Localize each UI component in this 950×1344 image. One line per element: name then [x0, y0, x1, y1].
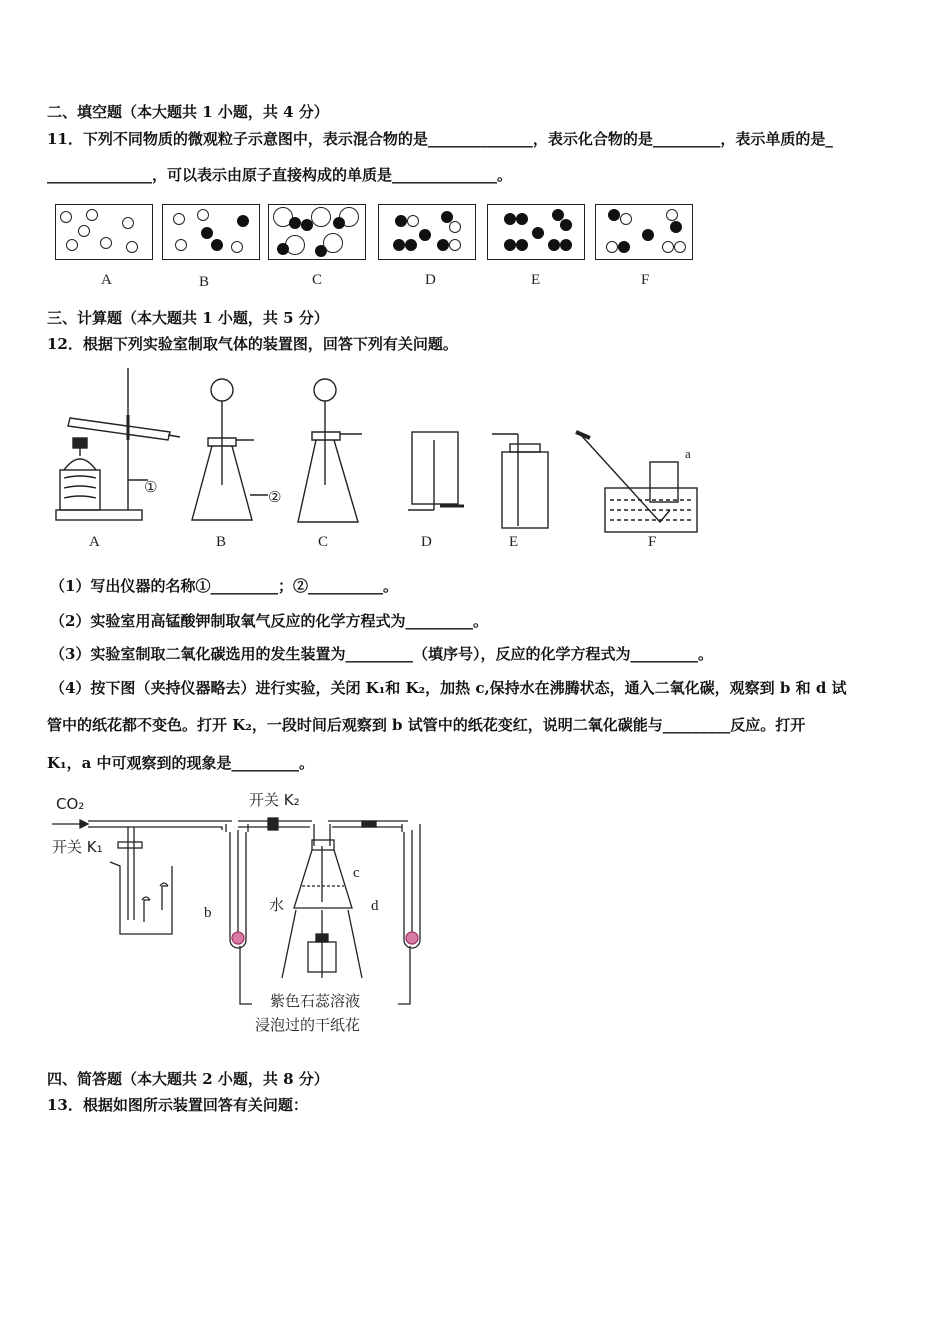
- particle-label-f: F: [641, 272, 650, 288]
- section2-heading: 二、填空题（本大题共 1 小题，共 4 分）: [47, 103, 329, 121]
- tube-d-label: d: [371, 898, 379, 914]
- particle-box-c: [268, 204, 366, 260]
- section4-heading: 四、简答题（本大题共 2 小题，共 8 分）: [47, 1070, 329, 1088]
- caption-dried-flower: 浸泡过的干纸花: [255, 1016, 361, 1034]
- question-12-part2: （2）实验室用高锰酸钾制取氧气反应的化学方程式为_________。: [50, 612, 488, 630]
- apparatus-e: [492, 434, 548, 528]
- co2-label: CO₂: [56, 795, 85, 813]
- apparatus-label-f: F: [648, 534, 657, 550]
- question-12-part4-line3: K₁，a 中可观察到的现象是_________。: [47, 754, 315, 772]
- question-11-line2: ______________，可以表示由原子直接构成的单质是______________。: [47, 166, 513, 184]
- marker-a: a: [685, 446, 691, 461]
- question-12-part1: （1）写出仪器的名称①_________；②__________。: [50, 577, 398, 595]
- marker-2: ②: [268, 488, 282, 506]
- particle-label-b: B: [199, 274, 210, 290]
- marker-1: ①: [144, 478, 158, 496]
- particle-box-e: [487, 204, 585, 260]
- tube-b-label: b: [204, 905, 212, 921]
- particle-box-a: [55, 204, 153, 260]
- switch-k1-label[interactable]: 开关 K₁: [52, 838, 103, 856]
- apparatus-d: [408, 432, 464, 510]
- apparatus-label-a: A: [89, 534, 100, 550]
- question-12-part4-line1: （4）按下图（夹持仪器略去）进行实验，关闭 K₁和 K₂，加热 c,保持水在沸腾状态，通入二氧化碳，观察到 b 和 d 试: [50, 679, 847, 697]
- apparatus-a: [56, 368, 180, 520]
- particle-label-a: A: [101, 272, 112, 288]
- section3-heading: 三、计算题（本大题共 1 小题，共 5 分）: [47, 309, 329, 327]
- apparatus-b: [192, 379, 268, 520]
- apparatus-label-c: C: [318, 534, 329, 550]
- apparatus-label-e: E: [509, 534, 519, 550]
- apparatus-figure: [40, 360, 720, 555]
- particle-box-f: [595, 204, 693, 260]
- apparatus-label-b: B: [216, 534, 227, 550]
- apparatus-c: [298, 379, 362, 522]
- question-13: 13．根据如图所示装置回答有关问题：: [47, 1096, 308, 1114]
- particle-box-d: [378, 204, 476, 260]
- question-12-part4-line2: 管中的纸花都不变色。打开 K₂，一段时间后观察到 b 试管中的纸花变红，说明二氧化碳能与_________反应。打开: [47, 716, 806, 734]
- question-12-intro: 12．根据下列实验室制取气体的装置图，回答下列有关问题。: [47, 335, 458, 353]
- apparatus-label-d: D: [421, 534, 432, 550]
- water-label: 水: [269, 896, 285, 914]
- question-12-part3: （3）实验室制取二氧化碳选用的发生装置为_________（填序号），反应的化学方程式为_________。: [50, 645, 713, 663]
- switch-k2-label[interactable]: 开关 K₂: [249, 791, 300, 809]
- particle-label-e: E: [531, 272, 541, 288]
- apparatus-f: [576, 432, 697, 532]
- question-11-line1: 11．下列不同物质的微观粒子示意图中，表示混合物的是______________，表示化合物的是_________，表示单质的是_: [47, 130, 833, 148]
- particle-label-c: C: [312, 272, 323, 288]
- particle-box-b: [162, 204, 260, 260]
- co2-experiment-figure: [50, 790, 450, 1010]
- particle-label-d: D: [425, 272, 436, 288]
- flask-c-label: c: [353, 865, 360, 881]
- caption-litmus: 紫色石蕊溶液: [270, 992, 361, 1010]
